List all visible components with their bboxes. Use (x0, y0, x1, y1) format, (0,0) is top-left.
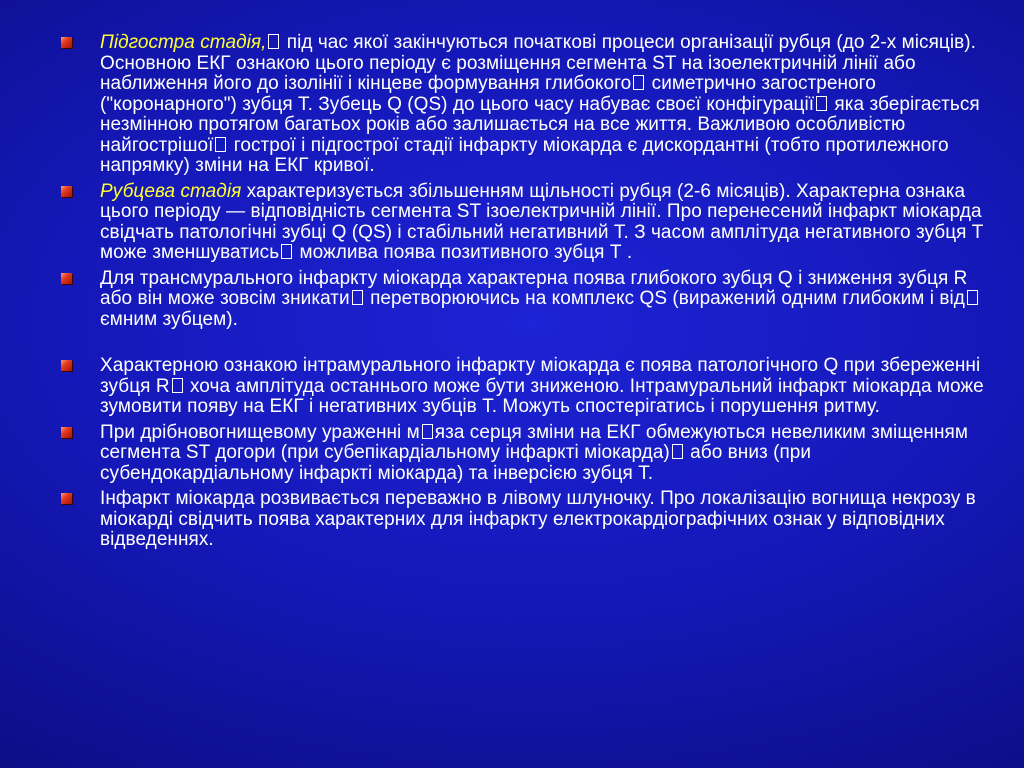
missing-glyph-box-icon (215, 137, 226, 152)
missing-glyph-box-icon (268, 34, 279, 49)
missing-glyph-box-icon (281, 244, 292, 259)
missing-glyph-box-icon (672, 444, 683, 459)
text-run: можлива поява позитивного зубця Т . (294, 242, 633, 263)
bullet-text (100, 488, 976, 550)
missing-glyph-box-icon (172, 378, 183, 393)
missing-glyph-box-icon (633, 75, 644, 90)
bullet-item (60, 489, 1000, 551)
text-run: хоча амплітуда останнього може бути зниженою. Інтрамуральний інфаркт міокарда може зумовити появу на ЕКГ і негативних зубців Т. Можуть спостерігатись і порушення ритму. (100, 375, 984, 417)
square-bullet-icon (61, 360, 72, 371)
text-run: гострої і підгострої стадії інфаркту міокарда є дискордантні (тобто протилежного напрямку) зміни на ЕКГ кривої. (100, 134, 949, 176)
missing-glyph-box-icon (422, 424, 433, 439)
text-run: симетрично загостреного ("коронарного") зубця Т. Зубець Q (QS) до цього часу набуває своєї конфігурації (100, 73, 876, 115)
square-bullet-icon (61, 37, 72, 48)
text-run: При дрібновогнищевому ураженні м (100, 421, 420, 443)
bullet-item (60, 182, 1000, 264)
text-run: яза серця зміни на ЕКГ обмежуються невеликим зміщенням сегмента ST догори (при субепікардіальному інфаркті міокарда) (100, 421, 968, 463)
square-bullet-icon (61, 186, 72, 197)
bullet-list (60, 33, 1000, 556)
text-run: перетворюючись на комплекс QS (виражений одним глибоким і від (364, 288, 965, 309)
missing-glyph-box-icon (816, 96, 827, 111)
bullet-item (60, 269, 1000, 331)
text-run: характеризується збільшенням щільності рубця (2-6 місяців). Характерна ознака цього періоду — відповідність сегмента ST ізоелектричній лінії. Про перенесений інфаркт міокарда свідчать патологічні зубці Q (QS) і стабільний негативний Т. З часом амплітуда негативного зубця Т може зменшуватись (100, 180, 984, 263)
text-run: Характерною ознакою інтрамурального інфаркту міокарда є поява патологічного Q при збереженні зубця R (100, 355, 981, 397)
square-bullet-icon (61, 493, 72, 504)
missing-glyph-box-icon (352, 290, 363, 305)
text-run: яка зберігається незмінною протягом багатьох років або залишається на все життя. Важливою особливістю найгострішої (100, 93, 980, 156)
bullet-item (60, 33, 1000, 177)
bullet-item (60, 356, 1000, 418)
stage-name: Рубцева стадія (100, 180, 242, 202)
bullet-text (100, 422, 968, 484)
text-run: Для трансмурального інфаркту міокарда характерна поява глибокого зубця Q і зниження зубця R або він може зовсім зникати (100, 267, 968, 309)
bullet-text (100, 268, 980, 330)
bullet-item (60, 423, 1000, 485)
text-run: Інфаркт міокарда розвивається переважно в лівому шлуночку. Про локалізацію вогнища некрозу в міокарді свідчить поява характерних для інфаркту електрокардіографічних ознак у відповідних відведеннях. (100, 488, 976, 550)
bullet-text (100, 32, 980, 176)
square-bullet-icon (61, 273, 72, 284)
square-bullet-icon (61, 427, 72, 438)
missing-glyph-box-icon (967, 290, 978, 305)
bullet-text (100, 355, 984, 417)
text-run: або вниз (при субендокардіальному інфаркті міокарда) та інверсією зубця Т. (100, 442, 812, 484)
text-run: ємним зубцем). (100, 308, 238, 330)
text-run: під час якої закінчуються початкові процеси організації рубця (до 2-х місяців). Основною ЕКГ ознакою цього періоду є розміщення сегмента ST на ізоелектричній лінії або наближення його до ізолінії і кінцеве формування глибокого (100, 32, 976, 94)
stage-name: Підгостра стадія, (100, 32, 267, 53)
bullet-text (100, 181, 983, 264)
